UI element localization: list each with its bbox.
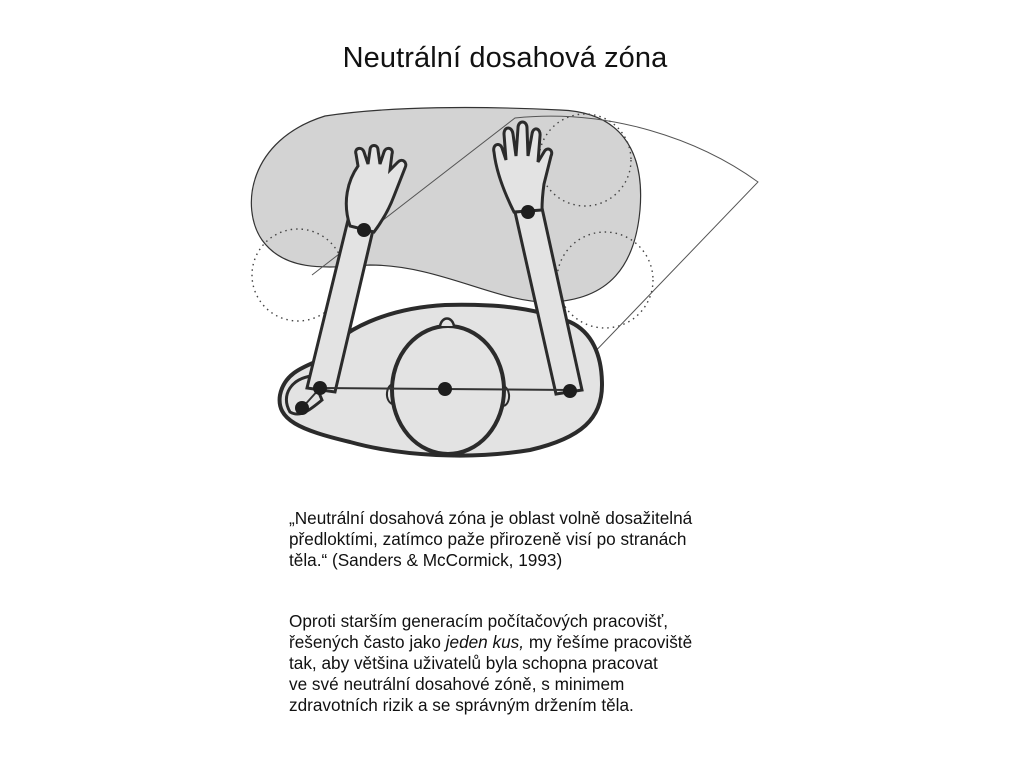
- joint-right-wrist: [521, 205, 535, 219]
- joint-left-shoulder: [313, 381, 327, 395]
- joint-right-shoulder: [563, 384, 577, 398]
- body-line-segment: řešených často jako: [289, 632, 446, 652]
- joint-neck-center: [438, 382, 452, 396]
- nose: [440, 319, 454, 327]
- emphasized-phrase: jeden kus,: [445, 632, 525, 652]
- quote-paragraph: [289, 508, 759, 571]
- slide-title: Neutrální dosahová zóna: [342, 42, 668, 74]
- body-line: ve své neutrální dosahové zóně, s minimem: [289, 674, 625, 694]
- body-paragraph: [289, 611, 759, 716]
- body-line: [289, 632, 759, 653]
- body-line: Oproti starším generacím počítačových pracovišť,: [289, 611, 668, 631]
- quote-line: těla.“ (Sanders & McCormick, 1993): [289, 550, 563, 570]
- body-line-segment: my řešíme pracoviště: [524, 632, 693, 652]
- joint-left-wrist: [357, 223, 371, 237]
- reach-zone-area: [251, 108, 640, 303]
- body-line: tak, aby většina uživatelů byla schopna pracovat: [289, 653, 658, 673]
- neutral-reach-zone-illustration: [230, 100, 770, 480]
- joint-left-elbow: [295, 401, 309, 415]
- body-line: zdravotních rizik a se správným držením těla.: [289, 695, 634, 715]
- quote-line: „Neutrální dosahová zóna je oblast volně dosažitelná: [289, 508, 693, 528]
- quote-line: předloktími, zatímco paže přirozeně visí po stranách: [289, 529, 687, 549]
